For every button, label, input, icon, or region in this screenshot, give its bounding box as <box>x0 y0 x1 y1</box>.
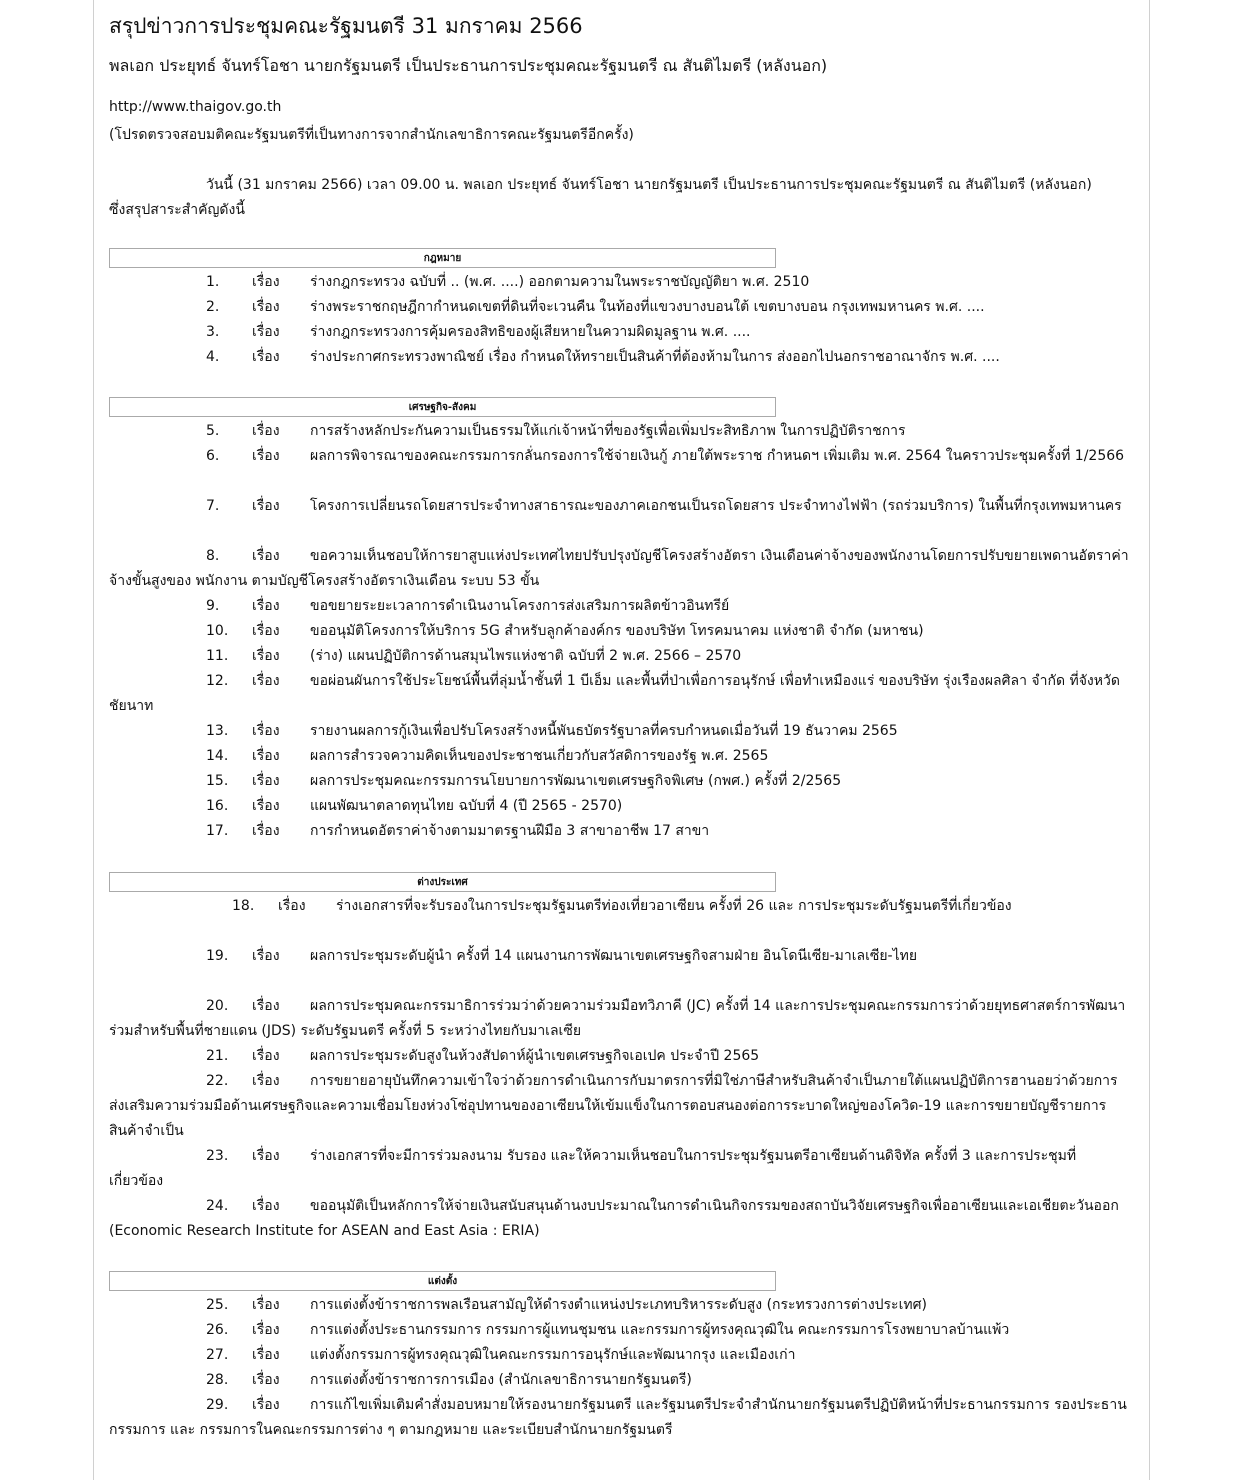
page-title: สรุปข่าวการประชุมคณะรัฐมนตรี 31 มกราคม 2566 <box>109 14 583 38</box>
list-item: 28. เรื่อง การแต่งตั้งข้าราชการการเมือง (สำนักเลขาธิการนายกรัฐมนตรี) <box>206 1372 692 1388</box>
list-item: 29. เรื่อง การแก้ไขเพิ่มเติมคำสั่งมอบหมายให้รองนายกรัฐมนตรี และรัฐมนตรีประจำสำนักนายกรัฐมนตรีปฏิบัติหน้าที่ประธานกรรมการ รองประธานกรรมการ และ กรรมการในคณะกรรมการต่าง ๆ ตามกฎหมาย และระเบียบสำนักนายกรัฐมนตรี <box>109 1397 1127 1438</box>
list-item: 10. เรื่อง ขออนุมัติโครงการให้บริการ 5G สำหรับลูกค้าองค์กร ของบริษัท โทรคมนาคม แห่งชาติ จำกัด (มหาชน) <box>206 623 924 639</box>
list-item: 12. เรื่อง ขอผ่อนผันการใช้ประโยชน์พื้นที่ลุ่มน้ำชั้นที่ 1 บีเอ็ม และพื้นที่ป่าเพื่อการอนุรักษ์ เพื่อทำเหมืองแร่ ของบริษัท รุ่งเรืองผลศิลา จำกัด ที่จังหวัดชัยนาท <box>109 673 1120 714</box>
list-item: 24. เรื่อง ขออนุมัติเป็นหลักการให้จ่ายเงินสนับสนุนด้านงบประมาณในการดำเนินกิจกรรมของสถาบันวิจัยเศรษฐกิจเพื่ออาเซียนและเอเชียตะวันออก (Economic Research Institute for ASEAN and East Asia : ERIA) <box>109 1198 1119 1239</box>
source-url: http://www.thaigov.go.th <box>109 99 282 115</box>
list-item: 22. เรื่อง การขยายอายุบันทึกความเข้าใจว่าด้วยการดำเนินการกับมาตรการที่มิใช่ภาษีสำหรับสินค้าจำเป็นภายใต้แผนปฏิบัติการฮานอยว่าด้วยการส่งเสริมความร่วมมือด้านเศรษฐกิจและความเชื่อมโยงห่วงโซ่อุปทานของอาเซียนให้เข้มแข็งในการตอบสนองต่อการระบาดใหญ่ของโควิด-19 และการขยายบัญชีรายการสินค้าจำเป็น <box>109 1073 1118 1139</box>
list-item: 23. เรื่อง ร่างเอกสารที่จะมีการร่วมลงนาม รับรอง และให้ความเห็นชอบในการประชุมรัฐมนตรีอาเซียนด้านดิจิทัล ครั้งที่ 3 และการประชุมที่เกี่ยวข้อง <box>109 1148 1077 1189</box>
list-item: 1. เรื่อง ร่างกฎกระทรวง ฉบับที่ .. (พ.ศ. ....) ออกตามความในพระราชบัญญัติยา พ.ศ. 2510 <box>206 274 810 290</box>
section-header-appoint: แต่งตั้ง <box>109 1271 776 1291</box>
list-item: 16. เรื่อง แผนพัฒนาตลาดทุนไทย ฉบับที่ 4 (ปี 2565 - 2570) <box>206 798 623 814</box>
list-item: 20. เรื่อง ผลการประชุมคณะกรรมาธิการร่วมว่าด้วยความร่วมมือทวิภาคี (JC) ครั้งที่ 14 และการประชุมคณะกรรมการว่าด้วยยุทธศาสตร์การพัฒนาร่วมสำหรับพื้นที่ชายแดน (JDS) ระดับรัฐมนตรี ครั้งที่ 5 ระหว่างไทยกับมาเลเซีย <box>109 998 1126 1039</box>
list-item: 3. เรื่อง ร่างกฎกระทรวงการคุ้มครองสิทธิของผู้เสียหายในความผิดมูลฐาน พ.ศ. .... <box>206 324 751 340</box>
list-item: 21. เรื่อง ผลการประชุมระดับสูงในห้วงสัปดาห์ผู้นำเขตเศรษฐกิจเอเปค ประจำปี 2565 <box>206 1048 760 1064</box>
list-item: 9. เรื่อง ขอขยายระยะเวลาการดำเนินงานโครงการส่งเสริมการผลิตข้าวอินทรีย์ <box>206 598 730 614</box>
list-item: 25. เรื่อง การแต่งตั้งข้าราชการพลเรือนสามัญให้ดำรงตำแหน่งประเภทบริหารระดับสูง (กระทรวงการต่างประเทศ) <box>206 1297 927 1313</box>
disclaimer-note: (โปรดตรวจสอบมติคณะรัฐมนตรีที่เป็นทางการจากสำนักเลขาธิการคณะรัฐมนตรีอีกครั้ง) <box>109 127 634 143</box>
list-item: 19. เรื่อง ผลการประชุมระดับผู้นำ ครั้งที่ 14 แผนงานการพัฒนาเขตเศรษฐกิจสามฝ่าย อินโดนีเซีย-มาเลเซีย-ไทย <box>206 948 918 964</box>
list-item: 6. เรื่อง ผลการพิจารณาของคณะกรรมการกลั่นกรองการใช้จ่ายเงินกู้ ภายใต้พระราช กำหนดฯ เพิ่มเติม พ.ศ. 2564 ในคราวประชุมครั้งที่ 1/2566 <box>206 448 1125 464</box>
list-item: 13. เรื่อง รายงานผลการกู้เงินเพื่อปรับโครงสร้างหนี้พันธบัตรรัฐบาลที่ครบกำหนดเมื่อวันที่ 19 ธันวาคม 2565 <box>206 723 898 739</box>
list-item: 27. เรื่อง แต่งตั้งกรรมการผู้ทรงคุณวุฒิในคณะกรรมการอนุรักษ์และพัฒนากรุง และเมืองเก่า <box>206 1347 796 1363</box>
section-header-econ: เศรษฐกิจ-สังคม <box>109 397 776 417</box>
list-item: 17. เรื่อง การกำหนดอัตราค่าจ้างตามมาตรฐานฝีมือ 3 สาขาอาชีพ 17 สาขา <box>206 823 710 839</box>
list-item: 7. เรื่อง โครงการเปลี่ยนรถโดยสารประจำทางสาธารณะของภาคเอกชนเป็นรถโดยสาร ประจำทางไฟฟ้า (รถร่วมบริการ) ในพื้นที่กรุงเทพมหานคร <box>206 498 1122 514</box>
document-page <box>93 0 1150 1480</box>
list-item: 4. เรื่อง ร่างประกาศกระทรวงพาณิชย์ เรื่อง กำหนดให้ทรายเป็นสินค้าที่ต้องห้ามในการ ส่งออกไปนอกราชอาณาจักร พ.ศ. .... <box>206 349 1000 365</box>
section-header-law: กฎหมาย <box>109 248 776 268</box>
list-item: 14. เรื่อง ผลการสำรวจความคิดเห็นของประชาชนเกี่ยวกับสวัสดิการของรัฐ พ.ศ. 2565 <box>206 748 769 764</box>
list-item: 2. เรื่อง ร่างพระราชกฤษฎีกากำหนดเขตที่ดินที่จะเวนคืน ในท้องที่แขวงบางบอนใต้ เขตบางบอน กรุงเทพมหานคร พ.ศ. .... <box>206 299 985 315</box>
list-item: 26. เรื่อง การแต่งตั้งประธานกรรมการ กรรมการผู้แทนชุมชน และกรรมการผู้ทรงคุณวุฒิใน คณะกรรมการโรงพยาบาลบ้านแพ้ว <box>206 1322 1010 1338</box>
list-item: 8. เรื่อง ขอความเห็นชอบให้การยาสูบแห่งประเทศไทยปรับปรุงบัญชีโครงสร้างอัตรา เงินเดือนค่าจ้างของพนักงานโดยการปรับขยายเพดานอัตราค่าจ้างขั้นสูงของ พนักงาน ตามบัญชีโครงสร้างอัตราเงินเดือน ระบบ 53 ขั้น <box>109 548 1129 589</box>
page-subtitle: พลเอก ประยุทธ์ จันทร์โอชา นายกรัฐมนตรี เป็นประธานการประชุมคณะรัฐมนตรี ณ สันติไมตรี (หลังนอก) <box>109 56 828 75</box>
intro-paragraph: วันนี้ (31 มกราคม 2566) เวลา 09.00 น. พลเอก ประยุทธ์ จันทร์โอชา นายกรัฐมนตรี เป็นประธานการประชุมคณะรัฐมนตรี ณ สันติไมตรี (หลังนอก) ซึ่งสรุปสาระสำคัญดังนี้ <box>109 177 1092 218</box>
list-item: 18. เรื่อง ร่างเอกสารที่จะรับรองในการประชุมรัฐมนตรีท่องเที่ยวอาเซียน ครั้งที่ 26 และ การประชุมระดับรัฐมนตรีที่เกี่ยวข้อง <box>232 898 1012 914</box>
list-item: 5. เรื่อง การสร้างหลักประกันความเป็นธรรมให้แก่เจ้าหน้าที่ของรัฐเพื่อเพิ่มประสิทธิภาพ ในการปฏิบัติราชการ <box>206 423 906 439</box>
list-item: 11. เรื่อง (ร่าง) แผนปฏิบัติการด้านสมุนไพรแห่งชาติ ฉบับที่ 2 พ.ศ. 2566 – 2570 <box>206 648 742 664</box>
list-item: 15. เรื่อง ผลการประชุมคณะกรรมการนโยบายการพัฒนาเขตเศรษฐกิจพิเศษ (กพศ.) ครั้งที่ 2/2565 <box>206 773 842 789</box>
section-header-foreign: ต่างประเทศ <box>109 872 776 892</box>
